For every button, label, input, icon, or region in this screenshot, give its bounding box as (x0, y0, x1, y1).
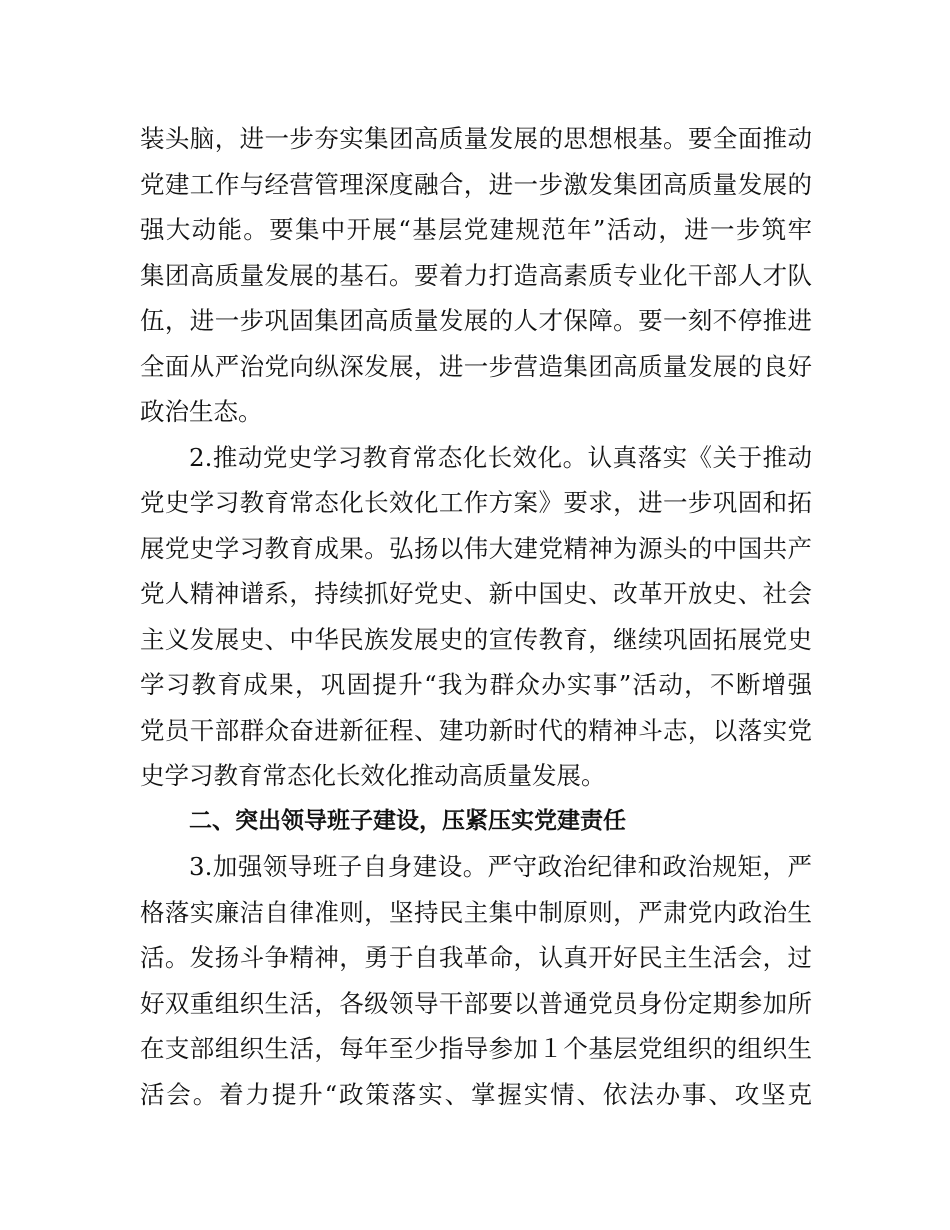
paragraph-1 (140, 116, 812, 435)
text-line: 党员干部群众奋进新征程、建功新时代的精神斗志，以落实党 (140, 715, 812, 745)
text-line: 主义发展史、中华民族发展史的宣传教育，继续巩固拓展党史 (140, 624, 812, 654)
text-line: 装头脑，进一步夯实集团高质量发展的思想根基。要全面推动 (140, 124, 812, 153)
text-line: 2.推动党史学习教育常态化长效化。认真落实《关于推动 (189, 442, 812, 472)
text-line: 党建工作与经营管理深度融合，进一步激发集团高质量发展的 (140, 169, 812, 199)
section-heading: 二、突出领导班子建设，压紧压实党建责任 (189, 807, 626, 834)
text-line: 活会。着力提升“政策落实、掌握实情、依法办事、攻坚克 (140, 1079, 812, 1109)
text-line: 全面从严治党向纵深发展，进一步营造集团高质量发展的良好 (140, 351, 812, 381)
text-line: 3.加强领导班子自身建设。严守政治纪律和政治规矩，严 (189, 852, 812, 881)
paragraph-3 (140, 844, 812, 1117)
text-line: 活。发扬斗争精神，勇于自我革命，认真开好民主生活会，过 (140, 943, 812, 972)
document-body (140, 116, 812, 1117)
text-line: 集团高质量发展的基石。要着力打造高素质专业化干部人才队 (140, 260, 812, 290)
text-line: 党人精神谱系，持续抓好党史、新中国史、改革开放史、社会 (140, 579, 812, 608)
text-line: 党史学习教育常态化长效化工作方案》要求，进一步巩固和拓 (140, 488, 812, 517)
text-line: 强大动能。要集中开展“基层党建规范年”活动，进一步筑牢 (140, 215, 812, 244)
text-line: 史学习教育常态化长效化推动高质量发展。 (140, 761, 606, 790)
text-line: 政治生态。 (140, 397, 263, 426)
text-line: 好双重组织生活，各级领导干部要以普通党员身份定期参加所 (140, 988, 812, 1018)
text-line: 在支部组织生活，每年至少指导参加１个基层党组织的组织生 (140, 1034, 812, 1063)
text-line: 伍，进一步巩固集团高质量发展的人才保障。要一刻不停推进 (140, 306, 812, 335)
paragraph-2 (140, 435, 812, 799)
text-line: 格落实廉洁自律准则，坚持民主集中制原则，严肃党内政治生 (140, 897, 812, 927)
text-line: 学习教育成果，巩固提升“我为群众办实事”活动，不断增强 (140, 670, 812, 699)
text-line: 展党史学习教育成果。弘扬以伟大建党精神为源头的中国共产 (140, 533, 812, 563)
